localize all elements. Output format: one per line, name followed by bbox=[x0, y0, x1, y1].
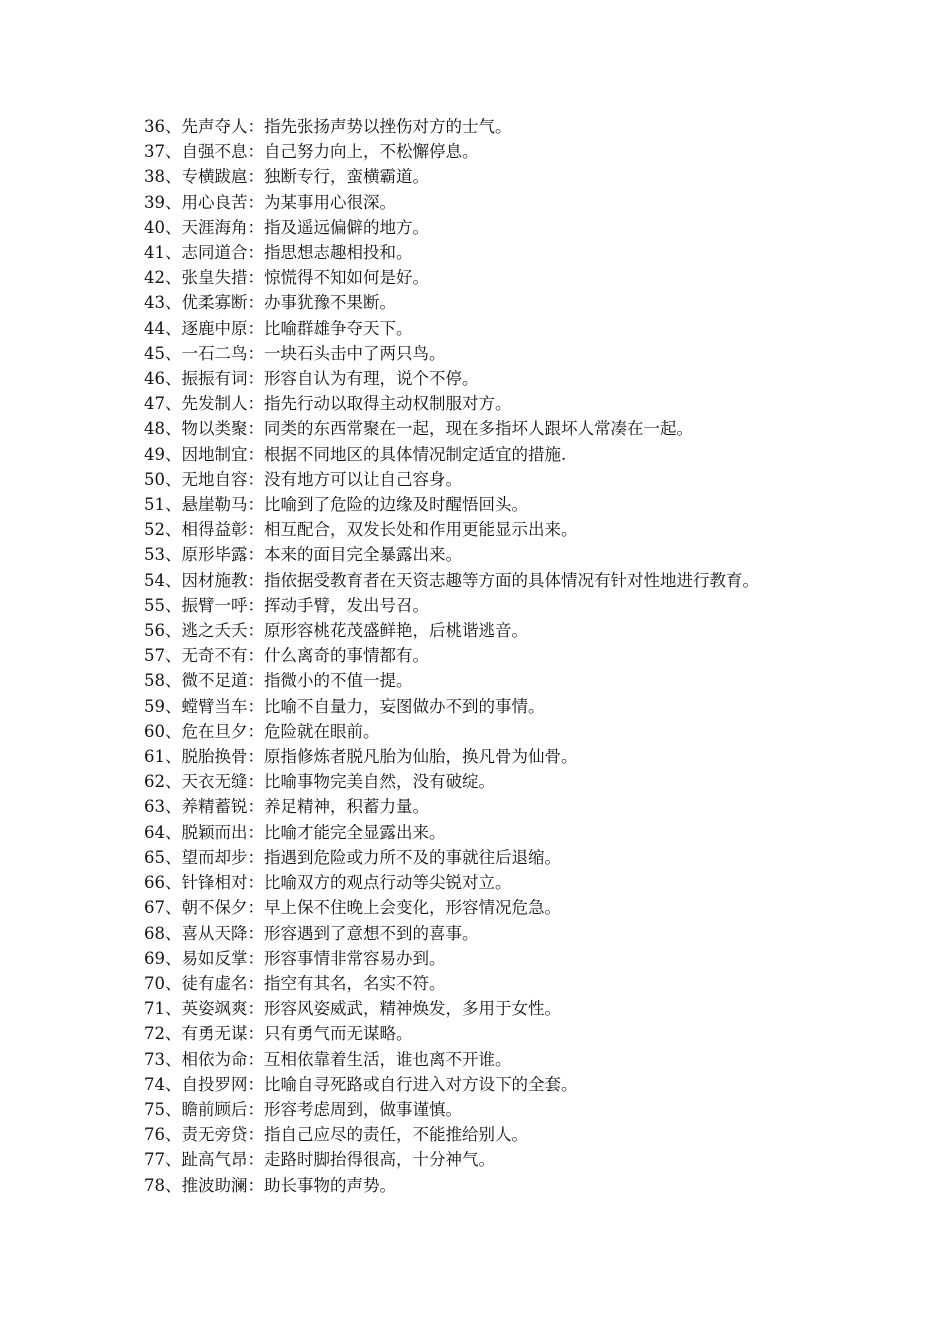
idiom-list bbox=[144, 114, 824, 1198]
idiom-entry-60: 60、危在旦夕：危险就在眼前。 bbox=[144, 721, 380, 741]
idiom-entry-51: 51、悬崖勒马：比喻到了危险的边缘及时醒悟回头。 bbox=[144, 495, 528, 515]
idiom-entry-71: 71、英姿飒爽：形容风姿威武，精神焕发，多用于女性。 bbox=[144, 999, 561, 1019]
idiom-entry-67: 67、朝不保夕：早上保不住晚上会变化，形容情况危急。 bbox=[144, 898, 561, 918]
idiom-entry-64: 64、脱颖而出：比喻才能完全显露出来。 bbox=[144, 822, 446, 842]
idiom-entry-37: 37、自强不息：自己努力向上，不松懈停息。 bbox=[144, 142, 479, 162]
idiom-entry-76: 76、责无旁贷：指自己应尽的责任，不能推给别人。 bbox=[144, 1125, 528, 1145]
idiom-entry-74: 74、自投罗网：比喻自寻死路或自行进入对方设下的全套。 bbox=[144, 1074, 578, 1094]
idiom-entry-56: 56、逃之夭夭：原形容桃花茂盛鲜艳，后桃谐逃音。 bbox=[144, 621, 528, 641]
idiom-entry-66: 66、针锋相对：比喻双方的观点行动等尖锐对立。 bbox=[144, 873, 512, 893]
idiom-entry-46: 46、振振有词：形容自认为有理，说个不停。 bbox=[144, 369, 479, 389]
idiom-entry-50: 50、无地自容：没有地方可以让自己容身。 bbox=[144, 469, 462, 489]
idiom-entry-47: 47、先发制人：指先行动以取得主动权制服对方。 bbox=[144, 394, 512, 414]
idiom-entry-75: 75、瞻前顾后：形容考虑周到，做事谨慎。 bbox=[144, 1099, 462, 1119]
idiom-entry-55: 55、振臂一呼：挥动手臂，发出号召。 bbox=[144, 595, 429, 615]
idiom-entry-61: 61、脱胎换骨：原指修炼者脱凡胎为仙胎，换凡骨为仙骨。 bbox=[144, 747, 578, 767]
idiom-entry-58: 58、微不足道：指微小的不值一提。 bbox=[144, 671, 413, 691]
idiom-entry-49: 49、因地制宜：根据不同地区的具体情况制定适宜的措施. bbox=[144, 444, 567, 464]
idiom-entry-63: 63、养精蓄锐：养足精神，积蓄力量。 bbox=[144, 797, 429, 817]
idiom-entry-43: 43、优柔寡断：办事犹豫不果断。 bbox=[144, 293, 396, 313]
idiom-entry-40: 40、天涯海角：指及遥远偏僻的地方。 bbox=[144, 217, 429, 237]
idiom-entry-70: 70、徒有虚名：指空有其名，名实不符。 bbox=[144, 973, 446, 993]
idiom-entry-52: 52、相得益彰：相互配合，双发长处和作用更能显示出来。 bbox=[144, 520, 578, 540]
idiom-entry-69: 69、易如反掌：形容事情非常容易办到。 bbox=[144, 948, 446, 968]
idiom-entry-57: 57、无奇不有：什么离奇的事情都有。 bbox=[144, 646, 429, 666]
idiom-entry-44: 44、逐鹿中原：比喻群雄争夺天下。 bbox=[144, 318, 413, 338]
idiom-entry-59: 59、螳臂当车：比喻不自量力，妄图做办不到的事情。 bbox=[144, 696, 545, 716]
idiom-entry-48: 48、物以类聚：同类的东西常聚在一起，现在多指坏人跟坏人常凑在一起。 bbox=[144, 419, 693, 439]
idiom-entry-78: 78、推波助澜：助长事物的声势。 bbox=[144, 1175, 396, 1195]
idiom-entry-65: 65、望而却步：指遇到危险或力所不及的事就往后退缩。 bbox=[144, 847, 561, 867]
idiom-entry-42: 42、张皇失措：惊慌得不知如何是好。 bbox=[144, 268, 429, 288]
idiom-entry-62: 62、天衣无缝：比喻事物完美自然，没有破绽。 bbox=[144, 772, 495, 792]
idiom-entry-45: 45、一石二鸟：一块石头击中了两只鸟。 bbox=[144, 343, 446, 363]
idiom-entry-72: 72、有勇无谋：只有勇气而无谋略。 bbox=[144, 1024, 413, 1044]
idiom-entry-41: 41、志同道合：指思想志趣相投和。 bbox=[144, 243, 413, 263]
idiom-entry-77: 77、趾高气昂：走路时脚抬得很高，十分神气。 bbox=[144, 1150, 495, 1170]
idiom-entry-73: 73、相依为命：互相依靠着生活，谁也离不开谁。 bbox=[144, 1049, 512, 1069]
idiom-entry-68: 68、喜从天降：形容遇到了意想不到的喜事。 bbox=[144, 923, 479, 943]
idiom-entry-53: 53、原形毕露：本来的面目完全暴露出来。 bbox=[144, 545, 462, 565]
idiom-entry-39: 39、用心良苦：为某事用心很深。 bbox=[144, 192, 396, 212]
idiom-entry-38: 38、专横跋扈：独断专行，蛮横霸道。 bbox=[144, 167, 429, 187]
idiom-entry-54: 54、因材施教：指依据受教育者在天资志趣等方面的具体情况有针对性地进行教育。 bbox=[144, 570, 759, 590]
idiom-entry-36: 36、先声夺人：指先张扬声势以挫伤对方的士气。 bbox=[144, 117, 512, 136]
